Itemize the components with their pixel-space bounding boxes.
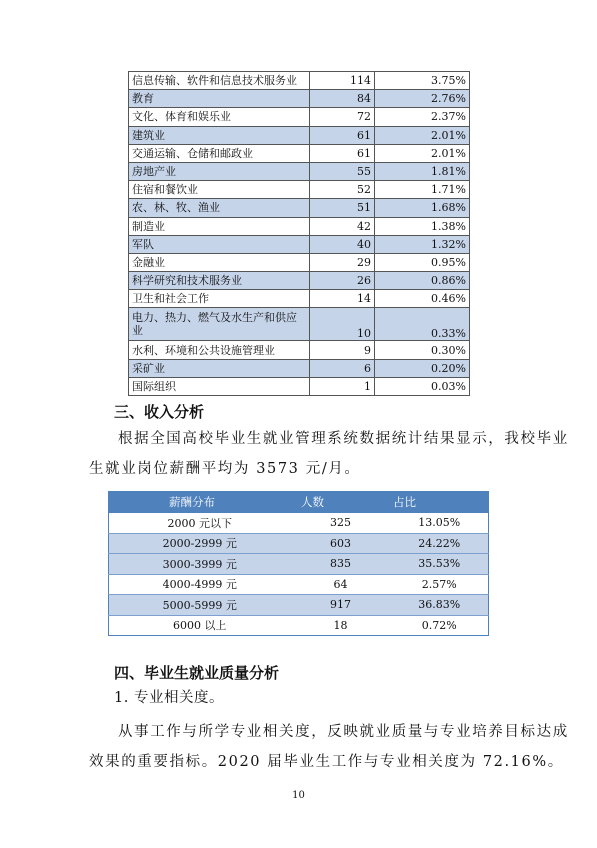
salary-percent: 0.72% bbox=[391, 615, 489, 636]
section-4-subheading: 1. 专业相关度。 bbox=[114, 690, 224, 706]
industry-percent: 0.95% bbox=[375, 253, 470, 271]
industry-name: 住宿和餐饮业 bbox=[129, 181, 310, 199]
industry-percent: 1.38% bbox=[375, 217, 470, 235]
industry-percent: 0.33% bbox=[375, 308, 470, 341]
section-3-paragraph-line-1: 根据全国高校毕业生就业管理系统数据统计结果显示，我校毕业 bbox=[118, 431, 569, 447]
table-row bbox=[129, 181, 470, 199]
table-row bbox=[129, 290, 470, 308]
industry-count: 9 bbox=[310, 341, 375, 359]
industry-count: 6 bbox=[310, 359, 375, 377]
section-3-heading: 三、收入分析 bbox=[114, 403, 205, 421]
industry-count: 40 bbox=[310, 235, 375, 253]
table-row bbox=[129, 235, 470, 253]
salary-range: 3000-3999 元 bbox=[109, 554, 291, 575]
table-row bbox=[129, 144, 470, 162]
salary-range: 4000-4999 元 bbox=[109, 574, 291, 595]
salary-count: 603 bbox=[291, 533, 391, 554]
table-row bbox=[109, 615, 489, 636]
table-row bbox=[129, 72, 470, 90]
table-row bbox=[109, 554, 489, 575]
page-number: 10 bbox=[292, 790, 305, 801]
industry-count: 55 bbox=[310, 162, 375, 180]
industry-name: 金融业 bbox=[129, 253, 310, 271]
table-row bbox=[109, 533, 489, 554]
table-row bbox=[129, 359, 470, 377]
salary-range: 6000 以上 bbox=[109, 615, 291, 636]
industry-percent: 0.30% bbox=[375, 341, 470, 359]
industry-percent: 2.76% bbox=[375, 90, 470, 108]
table-row bbox=[129, 90, 470, 108]
industry-percent: 2.37% bbox=[375, 108, 470, 126]
industry-count: 26 bbox=[310, 272, 375, 290]
industry-count: 84 bbox=[310, 90, 375, 108]
industry-name: 文化、体育和娱乐业 bbox=[129, 108, 310, 126]
salary-range: 2000 元以下 bbox=[109, 513, 291, 534]
industry-name: 交通运输、仓储和邮政业 bbox=[129, 144, 310, 162]
salary-count: 917 bbox=[291, 595, 391, 616]
industry-count: 61 bbox=[310, 126, 375, 144]
industry-name: 卫生和社会工作 bbox=[129, 290, 310, 308]
salary-header-count: 人数 bbox=[291, 492, 391, 513]
industry-name: 信息传输、软件和信息技术服务业 bbox=[129, 72, 310, 90]
industry-name: 国际组织 bbox=[129, 377, 310, 395]
salary-range: 2000-2999 元 bbox=[109, 533, 291, 554]
salary-count: 835 bbox=[291, 554, 391, 575]
table-row bbox=[129, 199, 470, 217]
industry-name: 建筑业 bbox=[129, 126, 310, 144]
industry-name: 水利、环境和公共设施管理业 bbox=[129, 341, 310, 359]
industry-percent: 3.75% bbox=[375, 72, 470, 90]
industry-count: 51 bbox=[310, 199, 375, 217]
table-row bbox=[109, 513, 489, 534]
section-4-paragraph-line-2: 效果的重要指标。2020 届毕业生工作与专业相关度为 72.16%。 bbox=[89, 754, 564, 770]
industry-count: 114 bbox=[310, 72, 375, 90]
salary-count: 64 bbox=[291, 574, 391, 595]
salary-percent: 13.05% bbox=[391, 513, 489, 534]
table-row bbox=[129, 308, 470, 341]
section-4-paragraph-line-1: 从事工作与所学专业相关度，反映就业质量与专业培养目标达成 bbox=[118, 724, 569, 740]
table-row bbox=[129, 126, 470, 144]
industry-name: 科学研究和技术服务业 bbox=[129, 272, 310, 290]
industry-percent: 0.03% bbox=[375, 377, 470, 395]
salary-count: 18 bbox=[291, 615, 391, 636]
industry-percent: 0.46% bbox=[375, 290, 470, 308]
industry-name: 电力、热力、燃气及水生产和供应业 bbox=[129, 308, 310, 341]
salary-range: 5000-5999 元 bbox=[109, 595, 291, 616]
salary-percent: 2.57% bbox=[391, 574, 489, 595]
industry-percent: 1.81% bbox=[375, 162, 470, 180]
industry-count: 42 bbox=[310, 217, 375, 235]
industry-name: 教育 bbox=[129, 90, 310, 108]
table-row bbox=[129, 108, 470, 126]
industry-percent: 2.01% bbox=[375, 126, 470, 144]
industry-count: 10 bbox=[310, 308, 375, 341]
salary-percent: 24.22% bbox=[391, 533, 489, 554]
industry-percent: 1.68% bbox=[375, 199, 470, 217]
table-row bbox=[129, 341, 470, 359]
industry-percent: 2.01% bbox=[375, 144, 470, 162]
salary-percent: 35.53% bbox=[391, 554, 489, 575]
table-row bbox=[109, 574, 489, 595]
industry-percent: 1.71% bbox=[375, 181, 470, 199]
industry-count: 14 bbox=[310, 290, 375, 308]
section-4-heading: 四、毕业生就业质量分析 bbox=[114, 664, 280, 682]
industry-count: 29 bbox=[310, 253, 375, 271]
industry-name: 制造业 bbox=[129, 217, 310, 235]
industry-percent: 0.86% bbox=[375, 272, 470, 290]
industry-name: 军队 bbox=[129, 235, 310, 253]
table-row bbox=[129, 272, 470, 290]
section-3-paragraph-line-2: 生就业岗位薪酬平均为 3573 元/月。 bbox=[89, 461, 361, 477]
industry-table bbox=[128, 71, 470, 396]
industry-count: 52 bbox=[310, 181, 375, 199]
industry-name: 采矿业 bbox=[129, 359, 310, 377]
table-row bbox=[129, 253, 470, 271]
salary-header-percent: 占比 bbox=[391, 492, 489, 513]
industry-percent: 0.20% bbox=[375, 359, 470, 377]
table-row bbox=[129, 217, 470, 235]
salary-header-range: 薪酬分布 bbox=[109, 492, 291, 513]
industry-count: 61 bbox=[310, 144, 375, 162]
industry-count: 72 bbox=[310, 108, 375, 126]
table-row bbox=[129, 377, 470, 395]
industry-name: 农、林、牧、渔业 bbox=[129, 199, 310, 217]
industry-percent: 1.32% bbox=[375, 235, 470, 253]
industry-name: 房地产业 bbox=[129, 162, 310, 180]
table-row bbox=[109, 595, 489, 616]
industry-count: 1 bbox=[310, 377, 375, 395]
salary-table bbox=[108, 491, 489, 636]
salary-count: 325 bbox=[291, 513, 391, 534]
table-row bbox=[129, 162, 470, 180]
salary-percent: 36.83% bbox=[391, 595, 489, 616]
